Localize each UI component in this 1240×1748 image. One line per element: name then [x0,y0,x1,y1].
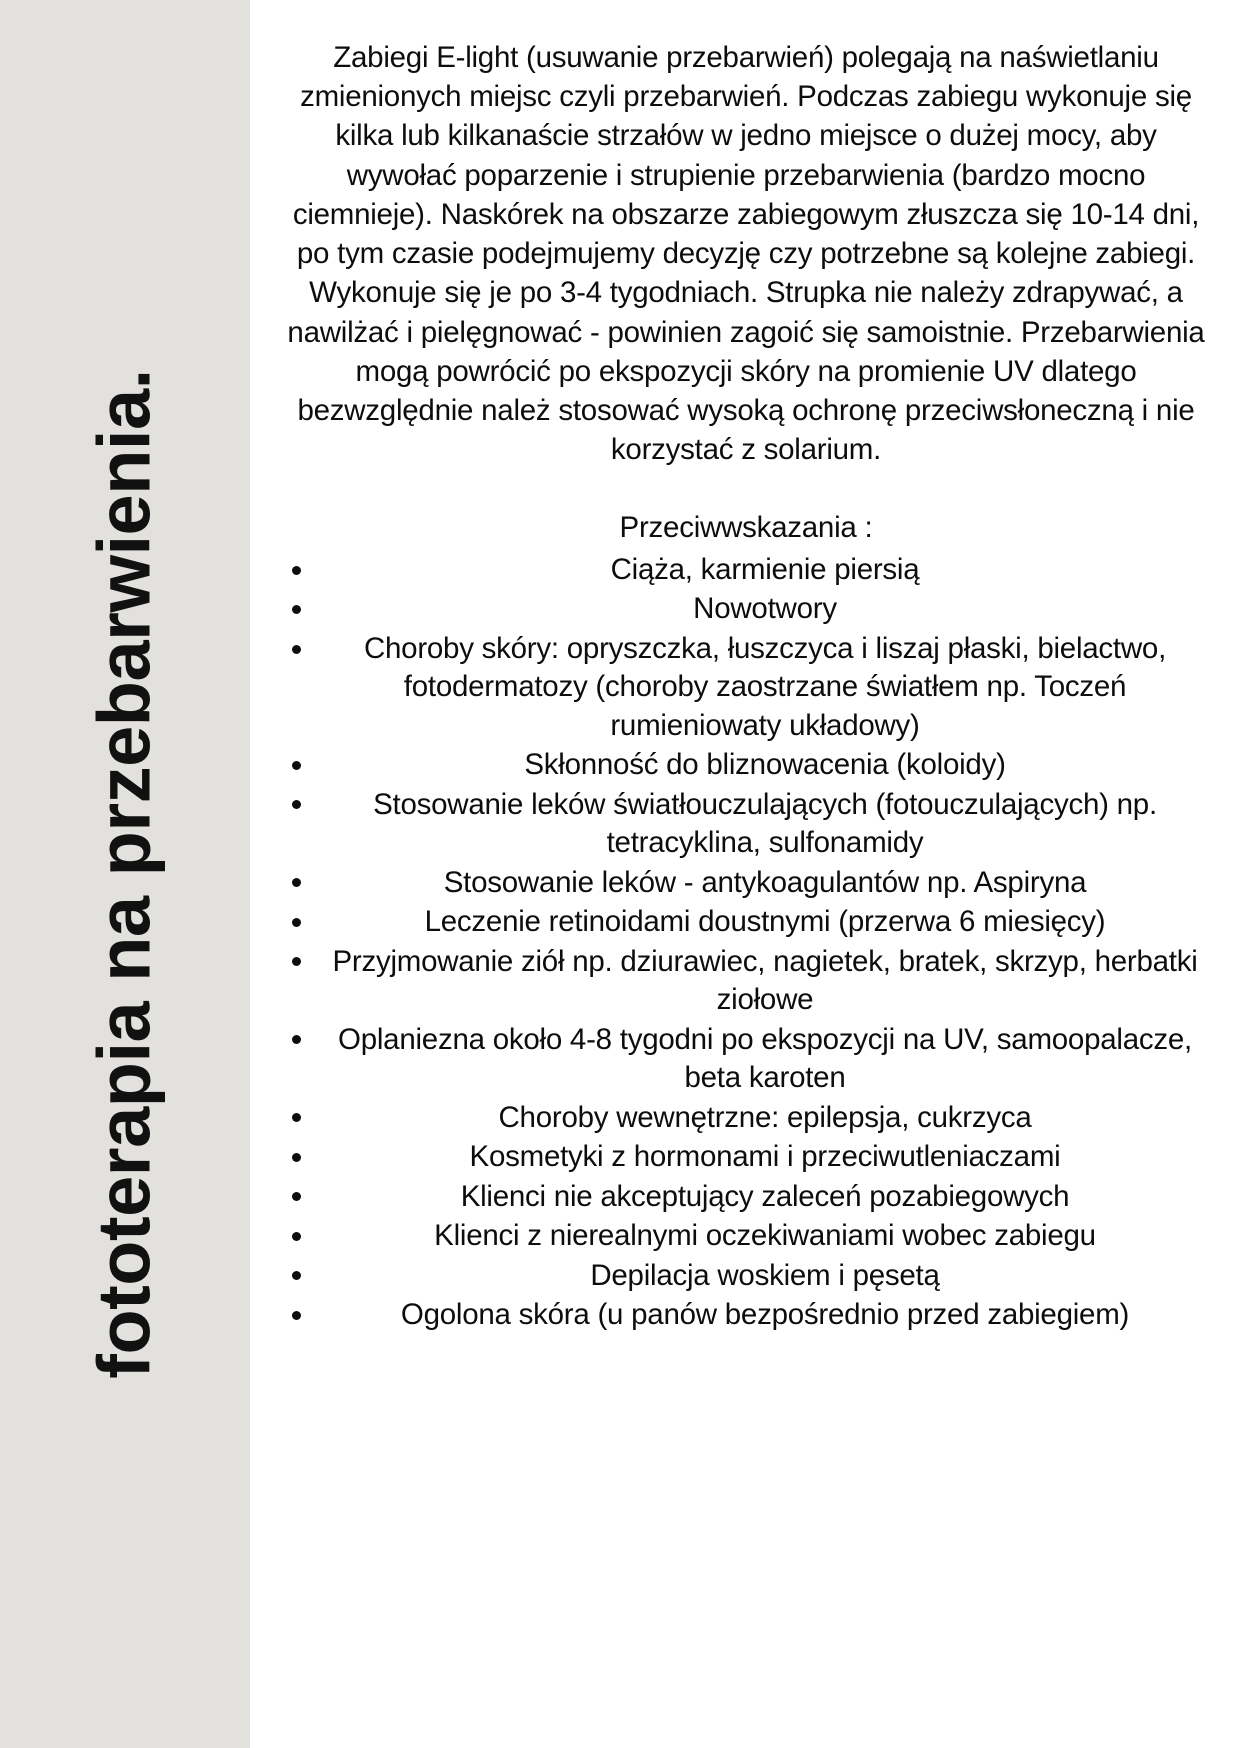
list-item-label: Leczenie retinoidami doustnymi (przerwa 6 miesięcy) [424,905,1106,939]
list-item-label: Stosowanie leków - antykoagulantów np. Aspiryna [443,865,1087,899]
list-item-label: Klienci nie akceptujący zaleceń pozabiegowych [460,1179,1070,1213]
bullet-point-icon [292,645,301,654]
list-item-label: Klienci z nierealnymi oczekiwaniami wobec zabiegu [434,1219,1096,1253]
list-item [272,1138,1220,1176]
list-item-label: Kosmetyki z hormonami i przeciwutleniaczami [469,1140,1061,1174]
vertical-title-text: fototerapia na przebarwienia. [83,369,166,1379]
contraindications-heading: Przeciwwskazania : [619,510,873,544]
list-item [272,630,1220,745]
list-item-label: Nowotwory [693,592,837,626]
bullet-point-icon [292,918,301,927]
list-item-label: Oplaniezna około 4-8 tygodni po ekspozycji na UV, samoopalacze, beta karoten [338,1022,1192,1095]
list-item [272,1296,1220,1334]
bullet-point-icon [292,1271,301,1280]
list-item [272,551,1220,589]
list-item [272,864,1220,902]
vertical-title-sidebar [0,0,250,1748]
list-item-label: Ciąża, karmienie piersią [610,552,920,586]
bullet-point-icon [292,800,301,809]
intro-paragraph: Zabiegi E-light (usuwanie przebarwień) polegają na naświetlaniu zmienionych miejsc czyli przebarwień. Podczas zabiegu wykonuje się kilka lub kilkanaście strzałów w jedno miejsce o dużej mocy, aby wywołać poparzenie i strupienie przebarwienia (bardzo mocno ciemnieje). Naskórek na obszarze zabiegowym złuszcza się 10-14 dni, po tym czasie podejmujemy decyzję czy potrzebne są kolejne zabiegi. Wykonuje się je po 3-4 tygodniach. Strupka nie należy zdrapywać, a nawilżać i pielęgnować - powinien zagoić się samoistnie. Przebarwienia mogą powrócić po ekspozycji skóry na promienie UV dlatego bezwzględnie należ stosować wysoką ochronę przeciwsłoneczną i nie korzystać z solarium. [287,41,1205,467]
list-item-label: Depilacja woskiem i pęsetą [590,1258,940,1292]
list-item [272,943,1220,1020]
list-item-label: Choroby wewnętrzne: epilepsja, cukrzyca [498,1100,1032,1134]
list-item [272,1021,1220,1098]
bullet-point-icon [292,761,301,770]
main-content [250,0,1240,1748]
list-item-label: Choroby skóry: opryszczka, łuszczyca i liszaj płaski, bielactwo, fotodermatozy (choroby zaostrzane światłem np. Toczeń rumieniowaty układowy) [363,631,1167,742]
bullet-point-icon [292,1232,301,1241]
vertical-title-wrapper [0,0,250,1748]
bullet-point-icon [292,1311,301,1320]
bullet-point-icon [292,605,301,614]
list-item [272,1178,1220,1216]
bullet-point-icon [292,1035,301,1044]
list-item [272,1217,1220,1255]
bullet-point-icon [292,957,301,966]
section-spacer [272,470,1220,508]
list-item [272,1257,1220,1295]
bullet-point-icon [292,1153,301,1162]
list-item-label: Stosowanie leków światłouczulających (fotouczulających) np. tetracyklina, sulfonamidy [373,787,1157,860]
list-item [272,786,1220,863]
list-item-label: Ogolona skóra (u panów bezpośrednio przed zabiegiem) [400,1298,1130,1332]
contraindications-list [272,551,1220,1335]
list-item [272,903,1220,941]
bullet-point-icon [292,1113,301,1122]
list-item-label: Przyjmowanie ziół np. dziurawiec, nagietek, bratek, skrzyp, herbatki ziołowe [332,944,1198,1017]
list-item [272,1099,1220,1137]
bullet-point-icon [292,1192,301,1201]
bullet-point-icon [292,878,301,887]
list-item [272,746,1220,784]
bullet-point-icon [292,566,301,575]
list-item-label: Skłonność do bliznowacenia (koloidy) [524,748,1006,782]
list-item [272,590,1220,628]
